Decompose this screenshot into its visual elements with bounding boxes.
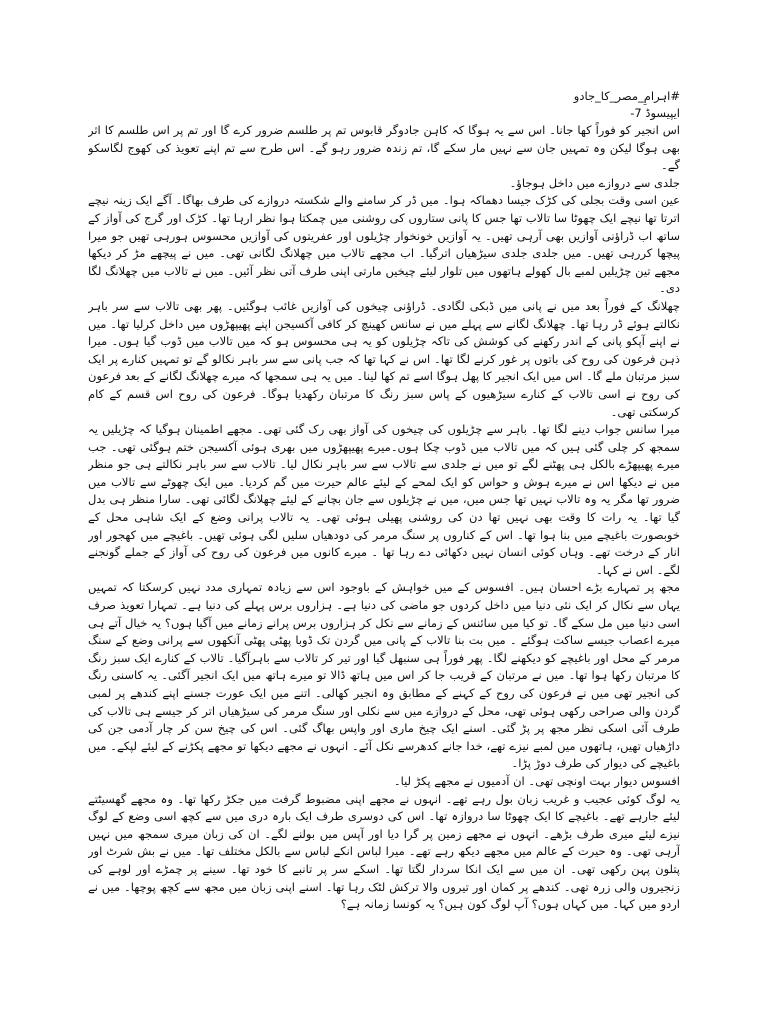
paragraph: میرا سانس جواب دینے لگا تھا۔ باہر سے چڑیلوں کی چیخوں کی آواز بھی رک گئی تھی۔ مجھے اطمینان ہوگیا کہ چڑیلیں یہ سمجھ کر چلی گئی ہیں کہ میں تالاب میں ڈوب چکا ہوں۔میرے پھیپھڑوں میں بھری ہوئی آکسیجن ختم ہوگئی تھی۔ جب میرے پھیپھڑے بالکل ہی پھٹنے لگے تو میں نے جلدی سے تالاب سے سر باہر نکال لیا۔ تالاب سے سر باہر نکالتے ہی جو منظر میں نے دیکھا اس نے میرے ہوش و حواس کو ایک لمحے کے لیئے عالم حیرت میں گم کردیا۔ میں ایک چھوٹے سے تالاب میں ضرور تھا مگر یہ وہ تالاب نہیں تھا جس میں، میں نے چڑیلوں سے جان بچانے کے لیئے چھلانگ لگائی تھی۔ سارا منظر ہی بدل گیا تھا۔ یہ رات کا وقت بھی نہیں تھا دن کی روشنی پھیلی ہوئی تھی۔ یہ تالاب پرانی وضع کے ایک شاہی محل کے خوبصورت باغیچے میں بنا ہوا تھا۔ اس کے کناروں پر سنگ مرمر کی دودھیاں سلیں لگی ہوئی تھیں۔ باغیچے میں کھجور اور انار کے درخت تھے۔ وہاں کوئی انسان نہیں دکھائی دے رہا تھا ۔ میرے کانوں میں فرعون کی روح کی آواز کے جملے گونجنے لگے۔ اس نے کہا۔ [88, 422, 680, 577]
document-page [88, 88, 680, 988]
story-title: #اہرامِ_مصر_کا_جادو [573, 89, 680, 103]
paragraph: اس انجیر کو فوراً کھا جانا۔ اس سے یہ ہوگا کہ کاہن جادوگر قابوس تم پر طلسم ضرور کرے گا اور تم پر اس طلسم کا اثر بھی ہوگا لیکن وہ تمہیں جان سے نہیں مار سکے گا، تم زندہ ضرور رہو گے۔ اس طرح سے تم اپنے تعویذ کی کھوج لگاسکو گے۔ [88, 123, 680, 173]
paragraph: مجھ پر تمہارے بڑے احسان ہیں۔ افسوس کے میں خواہش کے باوجود اس سے زیادہ تمہاری مدد نہیں کرسکتا کہ تمہیں یہاں سے نکال کر ایک نئی دنیا میں داخل کردوں جو ماضی کی دنیا ہے۔ ہزاروں برس پہلے کی دنیا ہے۔ تمہارا تعویذ صرف اسی دنیا میں مل سکے گا۔ تو کیا میں سائنس کے زمانے سے نکل کر ہزاروں برس پرانے زمانے میں آگیا ہوں؟ یہ خیال آتے ہی میرے اعصاب جیسے ساکت ہوگئے ۔ میں بت بنا تالاب کے پانی میں گردن تک ڈوبا پھٹی پھٹی آنکھوں سے پرانی وضع کے سنگ مرمر کے محل اور باغیچے کو دیکھنے لگا۔ پھر فوراً ہی سنبھل گیا اور تیر کر تالاب سے باہرآگیا۔ تالاب کے کنارے ایک سبز رنگ کا مرتبان رکھا ہوا تھا۔ میں نے مرتبان کے قریب جا کر اس میں ہاتھ ڈالا تو میرے ہاتھ میں ایک انجیر آگئی۔ یہ کاسنی رنگ کی انجیر تھی میں نے فرعون کی روح کے کہنے کے مطابق وہ انجیر کھالی۔ اتنے میں ایک عورت جسنے اپنے کندھے پر لمبی گردن والی صراحی رکھی ہوئی تھی، محل کے دروازے میں سے نکلی اور سنگ مرمر کی سیڑھیاں اتر کر جیسے ہی تالاب کی طرف آئی اسکی نظر مجھ پر پڑ گئی۔ اسنے ایک چیخ ماری اور واپس بھاگ گئی۔ اس کی چیخ سن کر چار آدمی جن کی داڑھیاں تھیں، ہاتھوں میں لمبے نیزے تھے، خدا جانے کدھرسے نکل آئے۔ انہوں نے مجھے دیکھا تو مجھے پکڑنے کے لیئے لپکے۔ میں باغیچے کی دیوار کی طرف دوڑ پڑا۔ [88, 580, 680, 771]
paragraph: عین اسی وقت بجلی کی کڑک جیسا دھماکہ ہوا۔ میں ڈر کر سامنے والے شکستہ دروازے کی طرف بھاگا۔ آگے ایک زینہ نیچے اترتا تھا نیچے ایک چھوٹا سا تالاب تھا جس کا پانی ستاروں کی روشنی میں چمکتا ہوا نظر ارہا تھا۔ کڑک اور گرج کی آواز کے ساتھ اب ڈراؤنی آوازیں بھی آرہی تھیں۔ یہ آوازیں خونخوار چڑیلوں اور عفریتوں کی آوازیں محسوس ہورہی تھیں جو میرا پیچھا کررہی تھیں۔ میں جلدی جلدی سیڑھیاں اترگیا۔ اب مجھے تالاب میں چھلانگ لگانی تھی۔ میں نے پیچھے مڑ کر دیکھا مجھے تین چڑیلیں لمبے بال کھولے ہاتھوں میں تلوار لیئے چیخیں مارتی اپنی طرف آتی نظر آئیں۔ میں نے تالاب میں چھلانگ لگا دی۔ [88, 193, 680, 296]
paragraph: یہ لوگ کوئی عجیب و غریب زبان بول رہے تھے۔ انہوں نے مجھے اپنی مضبوط گرفت میں جکڑ رکھا تھا۔ وہ مجھے گھسیٹتے لیئے جارہے تھے۔ باغیچے کا ایک چھوٹا سا دروازہ تھا۔ اس کی دوسری طرف ایک بارہ دری میں سے کچھ اسی وضع کے لوگ نیزے لیئے میری طرف بڑھے۔ انہوں نے مجھے زمین پر گرا دیا اور آپس میں بولنے لگے۔ ان کی زبان میری سمجھ میں نہیں آرہی تھی۔ وہ حیرت کے عالم میں مجھے دیکھ رہے تھے۔ میرا لباس انکے لباس سے بالکل مختلف تھا۔ میں نے بش شرٹ اور پتلون پہن رکھی تھی۔ ان میں سے ایک انکا سردار لگتا تھا۔ اسکے سر پر تانبے کا خود تھا۔ سینے پر چمڑے اور لوہے کی زنجیروں والی زرہ تھی۔ کندھے پر کمان اور تیروں والا ترکش لٹک رہا تھا۔ اسنے اپنی زبان میں مجھ سے کچھ پوچھا۔ میں نے اردو میں کہا۔ میں کہاں ہوں؟ آپ لوگ کون ہیں؟ یہ کونسا زمانہ ہے؟ [88, 791, 680, 912]
paragraph: افسوس دیوار بہت اونچی تھی۔ ان آدمیوں نے مجھے پکڑ لیا۔ [393, 773, 680, 788]
paragraph: چھلانگ کے فوراً بعد میں نے پانی میں ڈبکی لگادی۔ ڈراؤنی چیخوں کی آوازیں غائب ہوگئیں۔ پھر بھی تالاب سے سر باہر نکالتے ہوئے ڈر رہا تھا۔ چھلانگ لگانے سے پہلے میں نے سانس کھینچ کر کافی آکسیجن اپنے پھیپھڑوں میں داخل کرلیا تھا۔ میں نے اپنے آپکو پانی کے اندر رکھنے کی کوشش کی تاکہ چڑیلوں کو یہ ہی محسوس ہو کہ میں تالاب میں ڈوب گیا ہوں۔ میرا ذہن فرعون کی روح کی باتوں پر غور کرنے لگا تھا۔ اس نے کہا تھا کہ جب پانی سے سر باہر نکالو گے تو تمہیں کنارے پر ایک سبز مرتبان ملے گا۔ اس میں ایک انجیر کا پھل ہوگا اسے تم کھا لینا۔ میں یہ ہی سمجھا کہ میرے چھلانگ لگانے کے بعد فرعون کی روح نے اسی تالاب کے کنارے سیڑھیوں کے پاس سبز رنگ کا مرتبان رکھدیا ہوگا۔ فرعون کی روح اس قسم کے کام کرسکتی تھی۔ [88, 298, 680, 419]
paragraph: جلدی سے دروازے میں داخل ہوجاؤ۔ [509, 175, 680, 190]
episode-label: ایپیسوڈ 7- [630, 106, 680, 120]
